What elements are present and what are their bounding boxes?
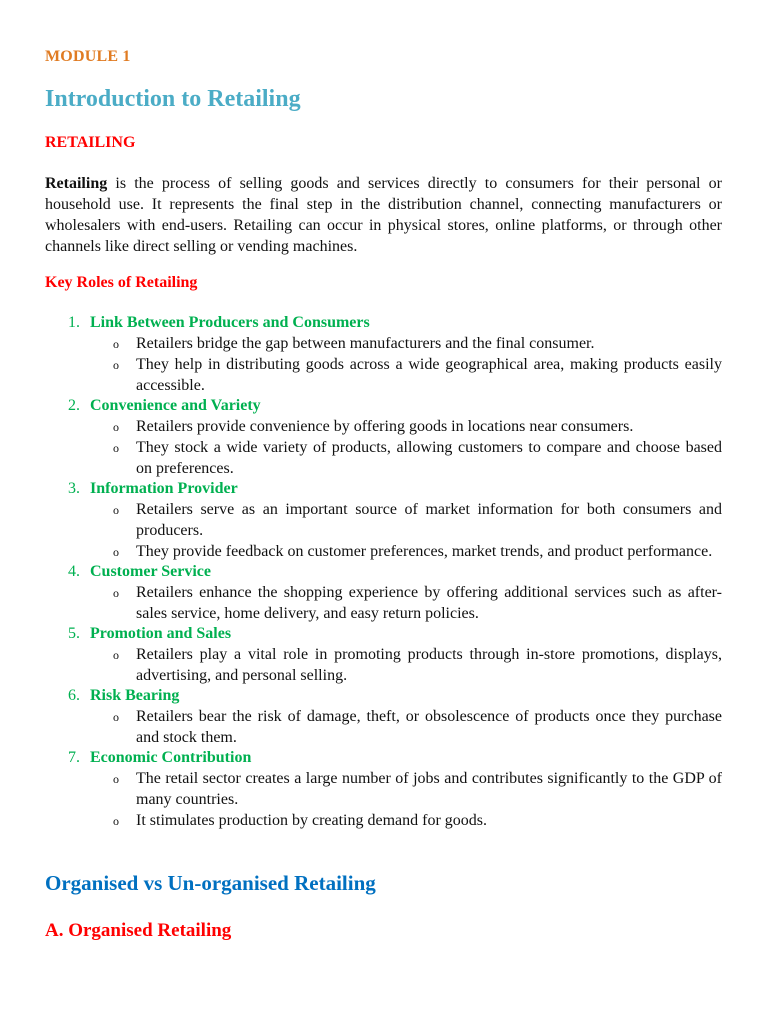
- bullet-marker-icon: o: [113, 420, 119, 434]
- key-roles-list: [45, 313, 722, 831]
- bullet-marker-icon: o: [113, 648, 119, 662]
- role-point: [45, 644, 722, 686]
- role-item: [45, 562, 722, 624]
- role-number: 6.: [68, 687, 80, 704]
- role-number: 1.: [68, 314, 80, 331]
- role-point-text: They provide feedback on customer preferences, market trends, and product performance.: [136, 543, 713, 560]
- bullet-marker-icon: o: [113, 503, 119, 517]
- bullet-marker-icon: o: [113, 358, 119, 372]
- role-point: [45, 354, 722, 396]
- bullet-marker-icon: o: [113, 441, 119, 455]
- role-item: [45, 748, 722, 831]
- role-title: Customer Service: [90, 563, 211, 580]
- role-title: Convenience and Variety: [90, 397, 261, 414]
- role-point-text: Retailers serve as an important source of market information for both consumers and producers.: [136, 501, 722, 539]
- role-title: Information Provider: [90, 480, 238, 497]
- bullet-marker-icon: o: [113, 586, 119, 600]
- role-point-text: Retailers play a vital role in promoting products through in-store promotions, displays, advertising, and personal selling.: [136, 646, 722, 684]
- role-point: [45, 706, 722, 748]
- bullet-marker-icon: o: [113, 337, 119, 351]
- page-title: Introduction to Retailing: [45, 86, 301, 112]
- role-title-row: [45, 313, 722, 333]
- role-point-text: Retailers enhance the shopping experience by offering additional services such as after-sales service, home delivery, and easy return policies.: [136, 584, 722, 622]
- role-point-text: They stock a wide variety of products, allowing customers to compare and choose based on preferences.: [136, 439, 722, 477]
- section-heading-organised-vs-unorganised: Organised vs Un-organised Retailing: [45, 871, 376, 895]
- bullet-marker-icon: o: [113, 772, 119, 786]
- role-point: [45, 499, 722, 541]
- role-title-row: [45, 479, 722, 499]
- role-item: [45, 479, 722, 562]
- role-title-row: [45, 396, 722, 416]
- role-item: [45, 313, 722, 396]
- role-title: Risk Bearing: [90, 687, 180, 704]
- role-title-row: [45, 624, 722, 644]
- role-point: [45, 582, 722, 624]
- role-point: [45, 768, 722, 810]
- intro-term: Retailing: [45, 175, 108, 192]
- bullet-marker-icon: o: [113, 710, 119, 724]
- role-title-row: [45, 686, 722, 706]
- module-label: MODULE 1: [45, 48, 131, 65]
- role-points-list: [45, 499, 722, 562]
- role-title-row: [45, 748, 722, 768]
- role-number: 3.: [68, 480, 80, 497]
- role-point-text: It stimulates production by creating demand for goods.: [136, 812, 488, 829]
- intro-paragraph: [45, 173, 722, 257]
- role-point: [45, 333, 722, 354]
- role-point-text: Retailers bear the risk of damage, theft, or obsolescence of products once they purchase and stock them.: [136, 708, 722, 746]
- role-item: [45, 686, 722, 748]
- role-point-text: The retail sector creates a large number of jobs and contributes significantly to the GDP of many countries.: [136, 770, 722, 808]
- role-points-list: [45, 582, 722, 624]
- intro-text: is the process of selling goods and services directly to consumers for their personal or household use. It represents the final step in the distribution channel, connecting manufacturers or wholesalers with end-users. Retailing can occur in physical stores, online platforms, or through other channels like direct selling or vending machines.: [45, 175, 722, 255]
- role-title: Link Between Producers and Consumers: [90, 314, 370, 331]
- role-point-text: Retailers bridge the gap between manufacturers and the final consumer.: [136, 335, 595, 352]
- role-number: 2.: [68, 397, 80, 414]
- role-point: [45, 416, 722, 437]
- role-item: [45, 396, 722, 479]
- role-points-list: [45, 416, 722, 479]
- section-heading-retailing: RETAILING: [45, 134, 136, 151]
- role-points-list: [45, 768, 722, 831]
- role-number: 5.: [68, 625, 80, 642]
- subsection-heading-organised-retailing: A. Organised Retailing: [45, 920, 232, 941]
- role-title-row: [45, 562, 722, 582]
- role-number: 4.: [68, 563, 80, 580]
- role-number: 7.: [68, 749, 80, 766]
- role-item: [45, 624, 722, 686]
- bullet-marker-icon: o: [113, 814, 119, 828]
- role-point: [45, 437, 722, 479]
- role-point: [45, 810, 722, 831]
- role-points-list: [45, 706, 722, 748]
- role-point-text: They help in distributing goods across a wide geographical area, making products easily accessible.: [136, 356, 722, 394]
- role-point: [45, 541, 722, 562]
- role-points-list: [45, 644, 722, 686]
- role-point-text: Retailers provide convenience by offering goods in locations near consumers.: [136, 418, 634, 435]
- role-title: Promotion and Sales: [90, 625, 232, 642]
- role-title: Economic Contribution: [90, 749, 252, 766]
- key-roles-heading: Key Roles of Retailing: [45, 274, 198, 291]
- role-points-list: [45, 333, 722, 396]
- bullet-marker-icon: o: [113, 545, 119, 559]
